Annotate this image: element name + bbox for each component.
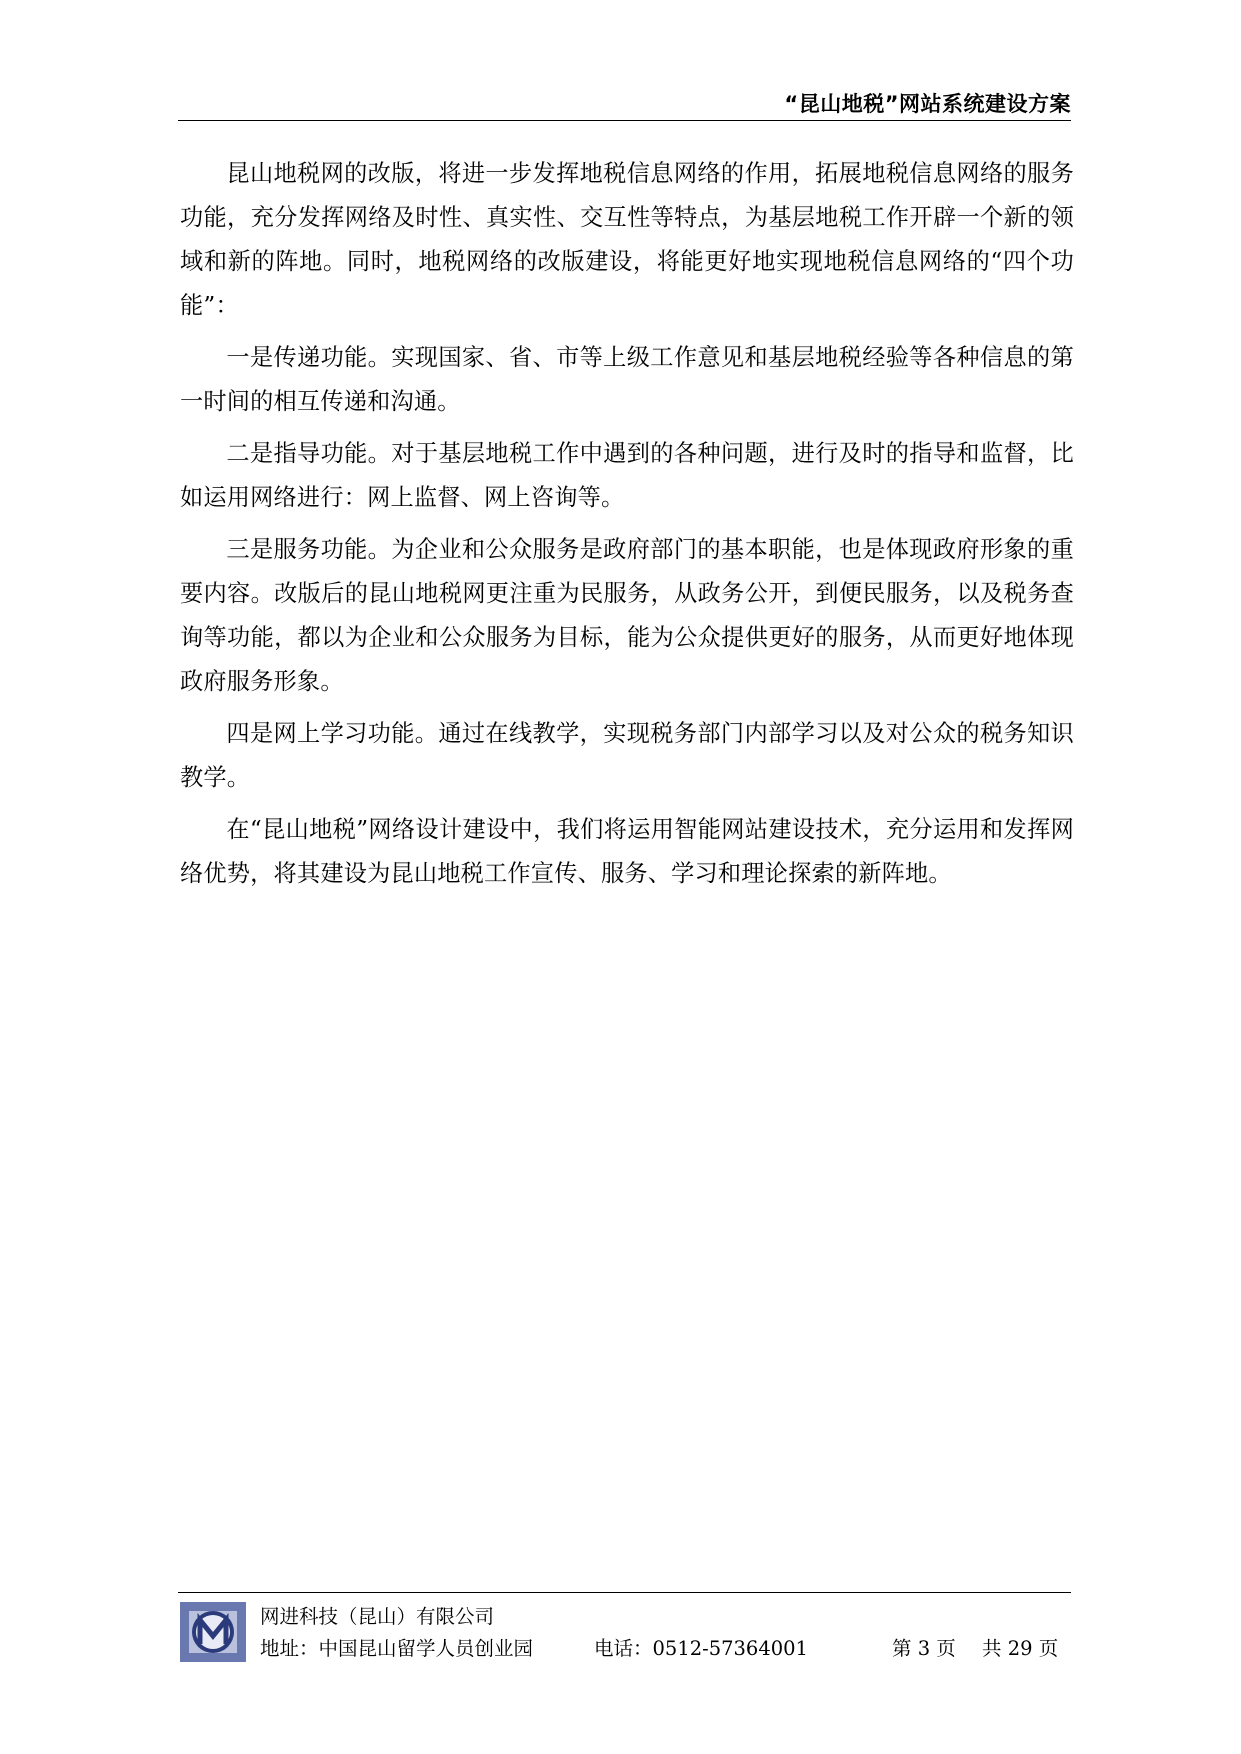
- company-address: 地址：中国昆山留学人员创业园: [260, 1637, 534, 1660]
- paragraph-intro: 昆山地税网的改版，将进一步发挥地税信息网络的作用，拓展地税信息网络的服务功能，充分发挥网络及时性、真实性、交互性等特点，为基层地税工作开辟一个新的领域和新的阵地。同时，地税网络的改版建设，将能更好地实现地税信息网络的“四个功能”：: [180, 160, 1074, 319]
- page-header: [178, 78, 1071, 121]
- paragraph-transfer-function: 一是传递功能。实现国家、省、市等上级工作意见和基层地税经验等各种信息的第一时间的相互传递和沟通。: [180, 344, 1074, 415]
- document-body: [180, 152, 1074, 904]
- company-logo-icon: [180, 1602, 246, 1662]
- paragraph-guidance-function: 二是指导功能。对于基层地税工作中遇到的各种问题，进行及时的指导和监督，比如运用网络进行：网上监督、网上咨询等。: [180, 440, 1074, 511]
- company-phone: 电话：0512-57364001: [594, 1637, 808, 1660]
- paragraph-learning-function: 四是网上学习功能。通过在线教学，实现税务部门内部学习以及对公众的税务知识教学。: [180, 720, 1074, 791]
- document-title: “昆山地税”网站系统建设方案: [784, 92, 1071, 116]
- page-footer: [178, 1592, 1071, 1663]
- paragraph-conclusion: 在“昆山地税”网络设计建设中，我们将运用智能网站建设技术，充分运用和发挥网络优势，将其建设为昆山地税工作宣传、服务、学习和理论探索的新阵地。: [180, 816, 1074, 887]
- page-number: 第 3 页: [892, 1637, 956, 1660]
- page-total: 共 29 页: [982, 1637, 1059, 1660]
- company-name: 网进科技（昆山）有限公司: [260, 1605, 495, 1628]
- paragraph-service-function: 三是服务功能。为企业和公众服务是政府部门的基本职能，也是体现政府形象的重要内容。改版后的昆山地税网更注重为民服务，从政务公开，到便民服务，以及税务查询等功能，都以为企业和公众服务为目标，能为公众提供更好的服务，从而更好地体现政府服务形象。: [180, 536, 1074, 695]
